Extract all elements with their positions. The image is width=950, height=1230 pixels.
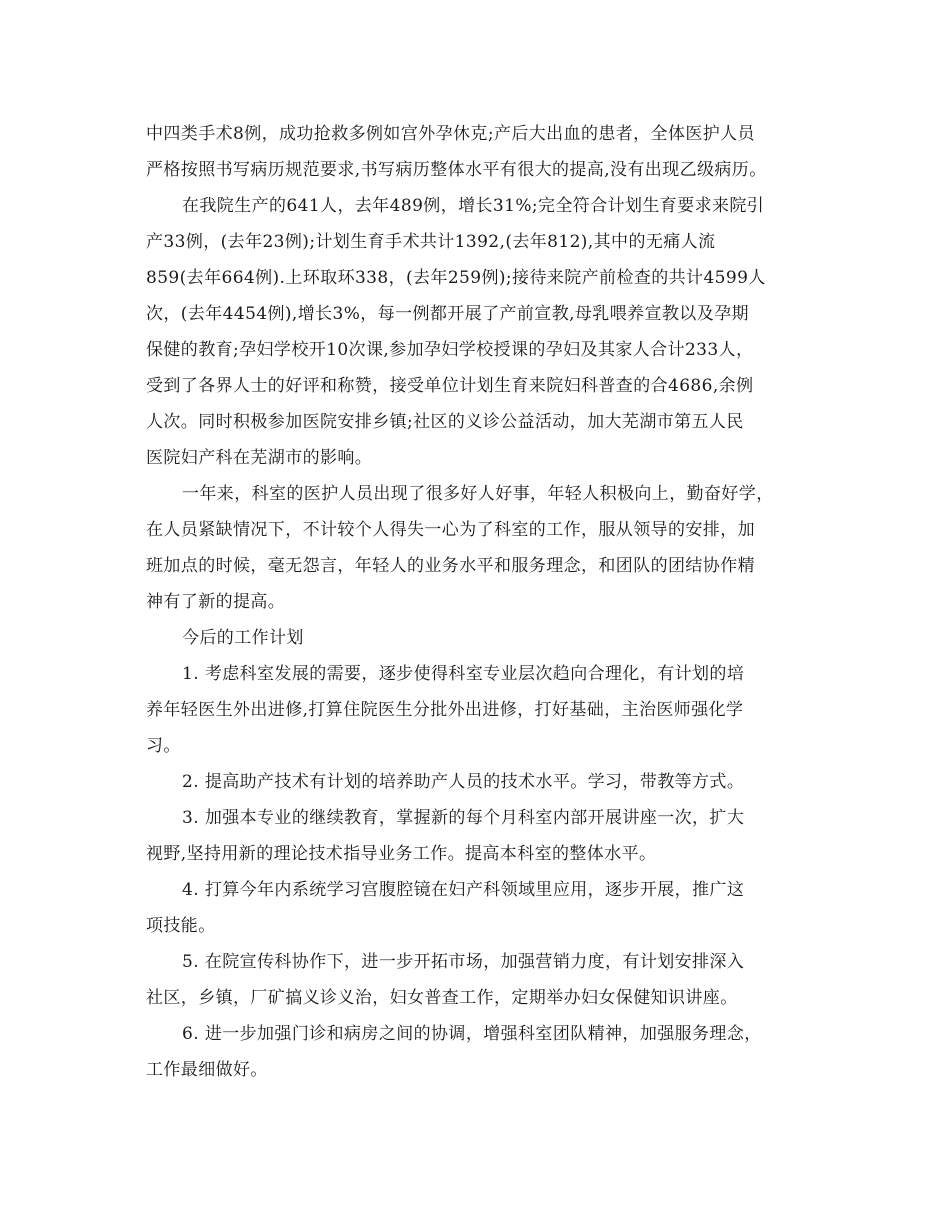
text-line: 医院妇产科在芜湖市的影响。 [146, 448, 373, 468]
text-line: 严格按照书写病历规范要求,书写病历整体水平有很大的提高,没有出现乙级病历。 [146, 160, 767, 180]
text-line: 养年轻医生外出进修,打算住院医生分批外出进修，打好基础，主治医师强化学 [146, 700, 744, 720]
plan-item-3: 3. 加强本专业的继续教育，掌握新的每个月科室内部开展讲座一次，扩大 [182, 808, 745, 828]
plan-item-1: 1. 考虑科室发展的需要，逐步使得科室专业层次趋向合理化，有计划的培 [182, 664, 745, 684]
text-line: 859(去年664例).上环取环338，(去年259例);接待来院产前检查的共计4599人 [146, 268, 766, 288]
text-line: 工作最细做好。 [146, 1060, 268, 1080]
text-line: 视野,坚持用新的理论技术指导业务工作。提高本科室的整体水平。 [146, 844, 657, 864]
document-body [146, 116, 806, 1088]
section-heading: 今后的工作计划 [182, 628, 304, 648]
text-line: 受到了各界人士的好评和称赞，接受单位计划生育来院妇科普查的合4686,余例 [146, 376, 754, 396]
text-line: 中四类手术8例，成功抢救多例如宫外孕休克;产后大出血的患者，全体医护人员 [146, 124, 755, 144]
text-line: 次，(去年4454例),增长3%，每一例都开展了产前宣教,母乳喂养宣教以及孕期 [146, 304, 749, 324]
plan-item-5: 5. 在院宣传科协作下，进一步开拓市场，加强营销力度，有计划安排深入 [182, 952, 745, 972]
text-line: 产33例，(去年23例);计划生育手术共计1392,(去年812),其中的无痛人流 [146, 232, 716, 252]
text-line: 神有了新的提高。 [146, 592, 286, 612]
paragraph-start-line: 在我院生产的641人，去年489例，增长31%;完全符合计划生育要求来院引 [182, 196, 765, 216]
text-line: 在人员紧缺情况下，不计较个人得失一心为了科室的工作，服从领导的安排，加 [146, 520, 755, 540]
text-line: 保健的教育;孕妇学校开10次课,参加孕妇学校授课的孕妇及其家人合计233人， [146, 340, 754, 360]
text-line: 人次。同时积极参加医院安排乡镇;社区的义诊公益活动，加大芜湖市第五人民 [146, 412, 744, 432]
text-line: 习。 [146, 736, 181, 756]
plan-item-2: 2. 提高助产技术有计划的培养助产人员的技术水平。学习，带教等方式。 [182, 772, 745, 792]
plan-item-6: 6. 进一步加强门诊和病房之间的协调，增强科室团队精神，加强服务理念， [182, 1024, 762, 1044]
text-line: 社区，乡镇，厂矿搞义诊义治，妇女普查工作，定期举办妇女保健知识讲座。 [146, 988, 738, 1008]
text-line: 项技能。 [146, 916, 216, 936]
paragraph-start-line: 一年来，科室的医护人员出现了很多好人好事，年轻人积极向上，勤奋好学， [182, 484, 774, 504]
text-line: 班加点的时候，毫无怨言，年轻人的业务水平和服务理念，和团队的团结协作精 [146, 556, 755, 576]
plan-item-4: 4. 打算今年内系统学习宫腹腔镜在妇产科领域里应用，逐步开展，推广这 [182, 880, 745, 900]
